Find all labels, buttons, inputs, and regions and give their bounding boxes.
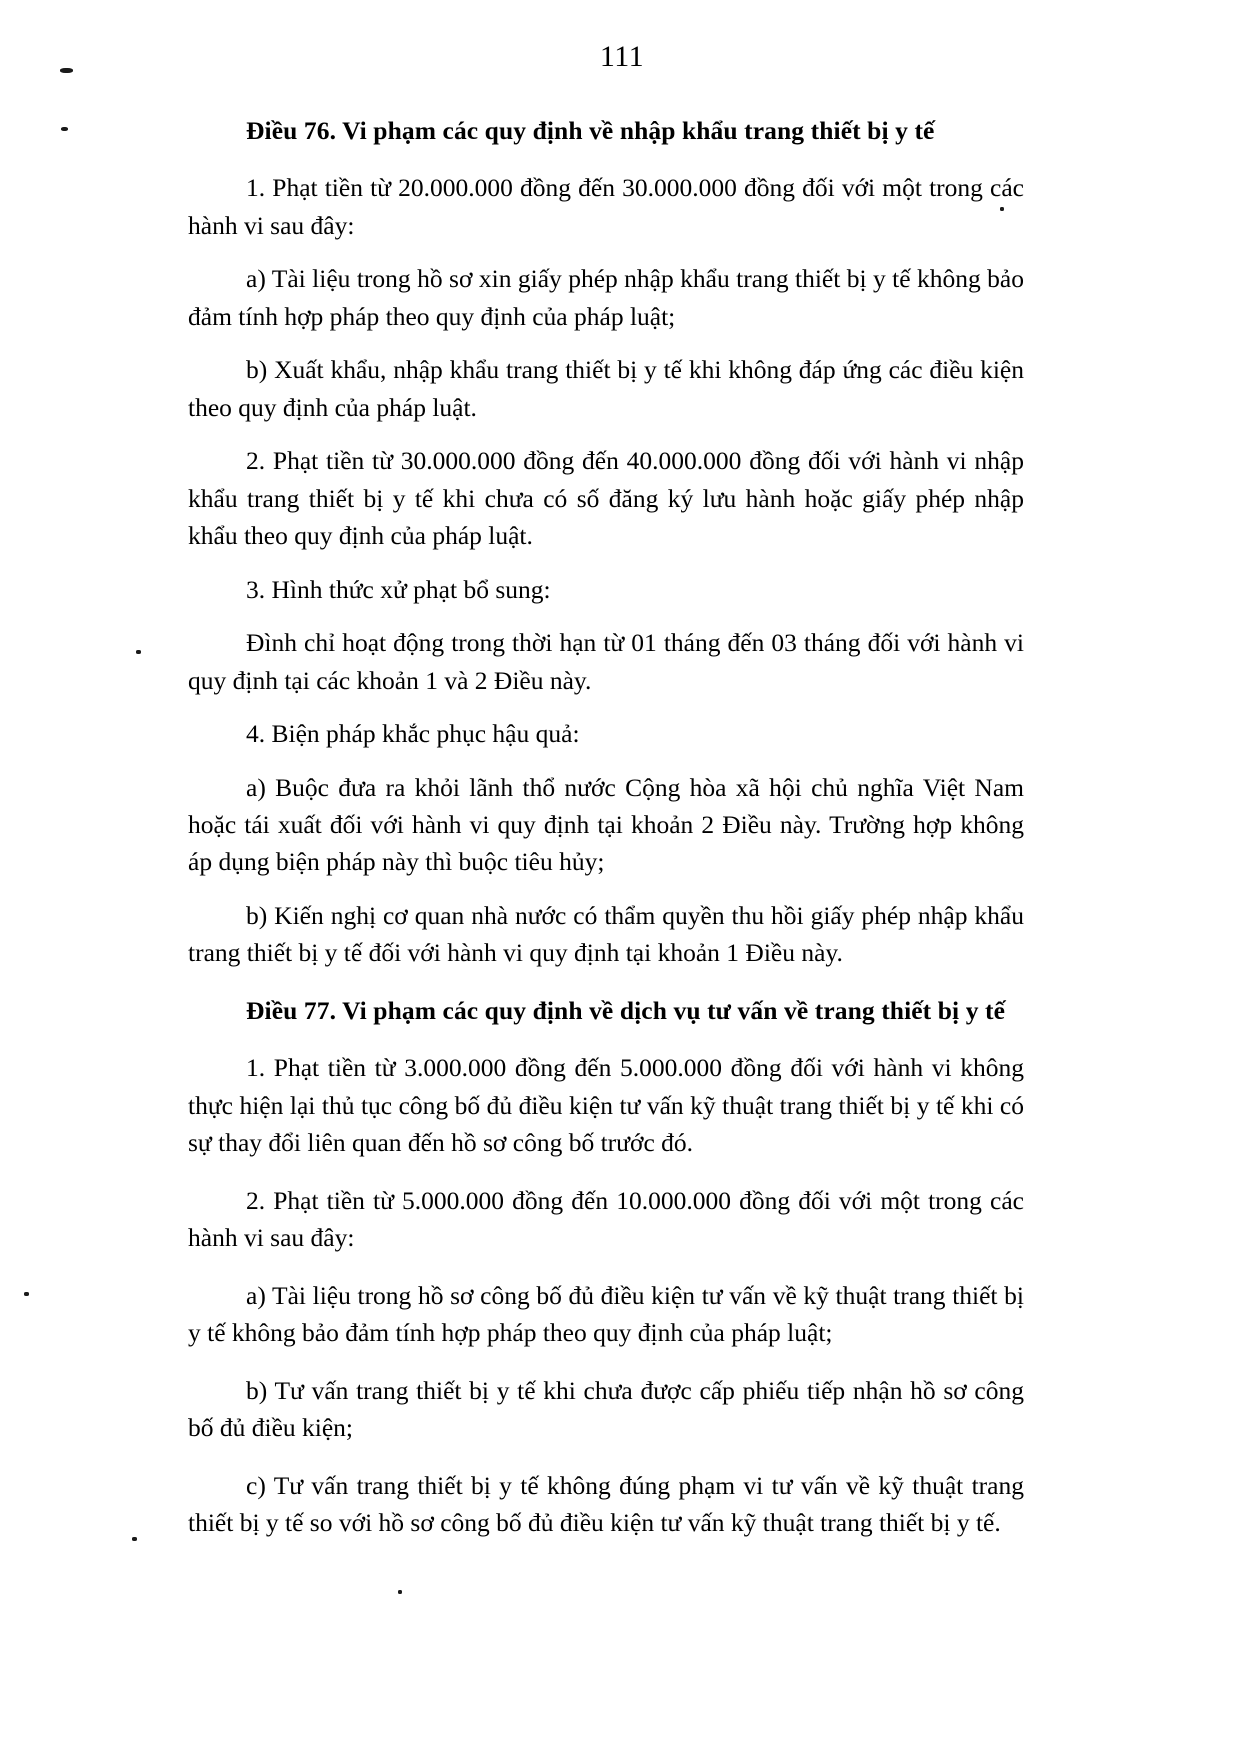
clause-76-3-body: Đình chỉ hoạt động trong thời hạn từ 01 tháng đến 03 tháng đối với hành vi quy định tại các khoản 1 và 2 Điều này. (188, 628, 1024, 695)
body-text-column (188, 112, 1024, 1554)
clause-77-2c: c) Tư vấn trang thiết bị y tế không đúng phạm vi tư vấn về kỹ thuật trang thiết bị y tế so với hồ sơ công bố đủ điều kiện tư vấn kỹ thuật trang thiết bị y tế. (188, 1470, 1024, 1537)
clause-76-4b: b) Kiến nghị cơ quan nhà nước có thẩm quyền thu hồi giấy phép nhập khẩu trang thiết bị y tế đối với hành vi quy định tại khoản 1 Điều này. (188, 900, 1024, 968)
clause-76-1: 1. Phạt tiền từ 20.000.000 đồng đến 30.000.000 đồng đối với một trong các hành vi sau đây: (188, 173, 1024, 240)
clause-77-2a: a) Tài liệu trong hồ sơ công bố đủ điều kiện tư vấn về kỹ thuật trang thiết bị y tế không bảo đảm tính hợp pháp theo quy định của pháp luật; (188, 1280, 1024, 1348)
clause-77-1: 1. Phạt tiền từ 3.000.000 đồng đến 5.000.000 đồng đối với hành vi không thực hiện lại thủ tục công bố đủ điều kiện tư vấn kỹ thuật trang thiết bị y tế khi có sự thay đổi liên quan đến hồ sơ công bố trước đó. (188, 1053, 1024, 1158)
clause-77-2b: b) Tư vấn trang thiết bị y tế khi chưa được cấp phiếu tiếp nhận hồ sơ công bố đủ điều kiện; (188, 1375, 1024, 1443)
clause-76-4a: a) Buộc đưa ra khỏi lãnh thổ nước Cộng hòa xã hội chủ nghĩa Việt Nam hoặc tái xuất đối với hành vi quy định tại khoản 2 Điều này. Trường hợp không áp dụng biện pháp này thì buộc tiêu hủy; (188, 772, 1024, 877)
page-number: 111 (599, 40, 645, 73)
clause-77-2: 2. Phạt tiền từ 5.000.000 đồng đến 10.000.000 đồng đối với một trong các hành vi sau đây: (188, 1185, 1024, 1253)
scan-speck (132, 1537, 137, 1541)
scan-speck (24, 1292, 29, 1296)
scan-speck (398, 1590, 402, 1594)
clause-76-4: 4. Biện pháp khắc phục hậu quả: (246, 719, 580, 749)
clause-76-3: 3. Hình thức xử phạt bổ sung: (246, 574, 551, 604)
article-heading-76: Điều 76. Vi phạm các quy định về nhập khẩu trang thiết bị y tế (246, 116, 935, 145)
clause-76-1a: a) Tài liệu trong hồ sơ xin giấy phép nhập khẩu trang thiết bị y tế không bảo đảm tính hợp pháp theo quy định của pháp luật; (188, 264, 1024, 331)
scan-speck (61, 127, 68, 131)
scan-speck (136, 650, 141, 654)
clause-76-1b: b) Xuất khẩu, nhập khẩu trang thiết bị y tế khi không đáp ứng các điều kiện theo quy định của pháp luật. (188, 355, 1024, 422)
article-heading-77: Điều 77. Vi phạm các quy định về dịch vụ tư vấn về trang thiết bị y tế (246, 995, 1006, 1025)
clause-76-2: 2. Phạt tiền từ 30.000.000 đồng đến 40.000.000 đồng đối với hành vi nhập khẩu trang thiết bị y tế khi chưa có số đăng ký lưu hành hoặc giấy phép nhập khẩu theo quy định của pháp luật. (188, 446, 1024, 551)
